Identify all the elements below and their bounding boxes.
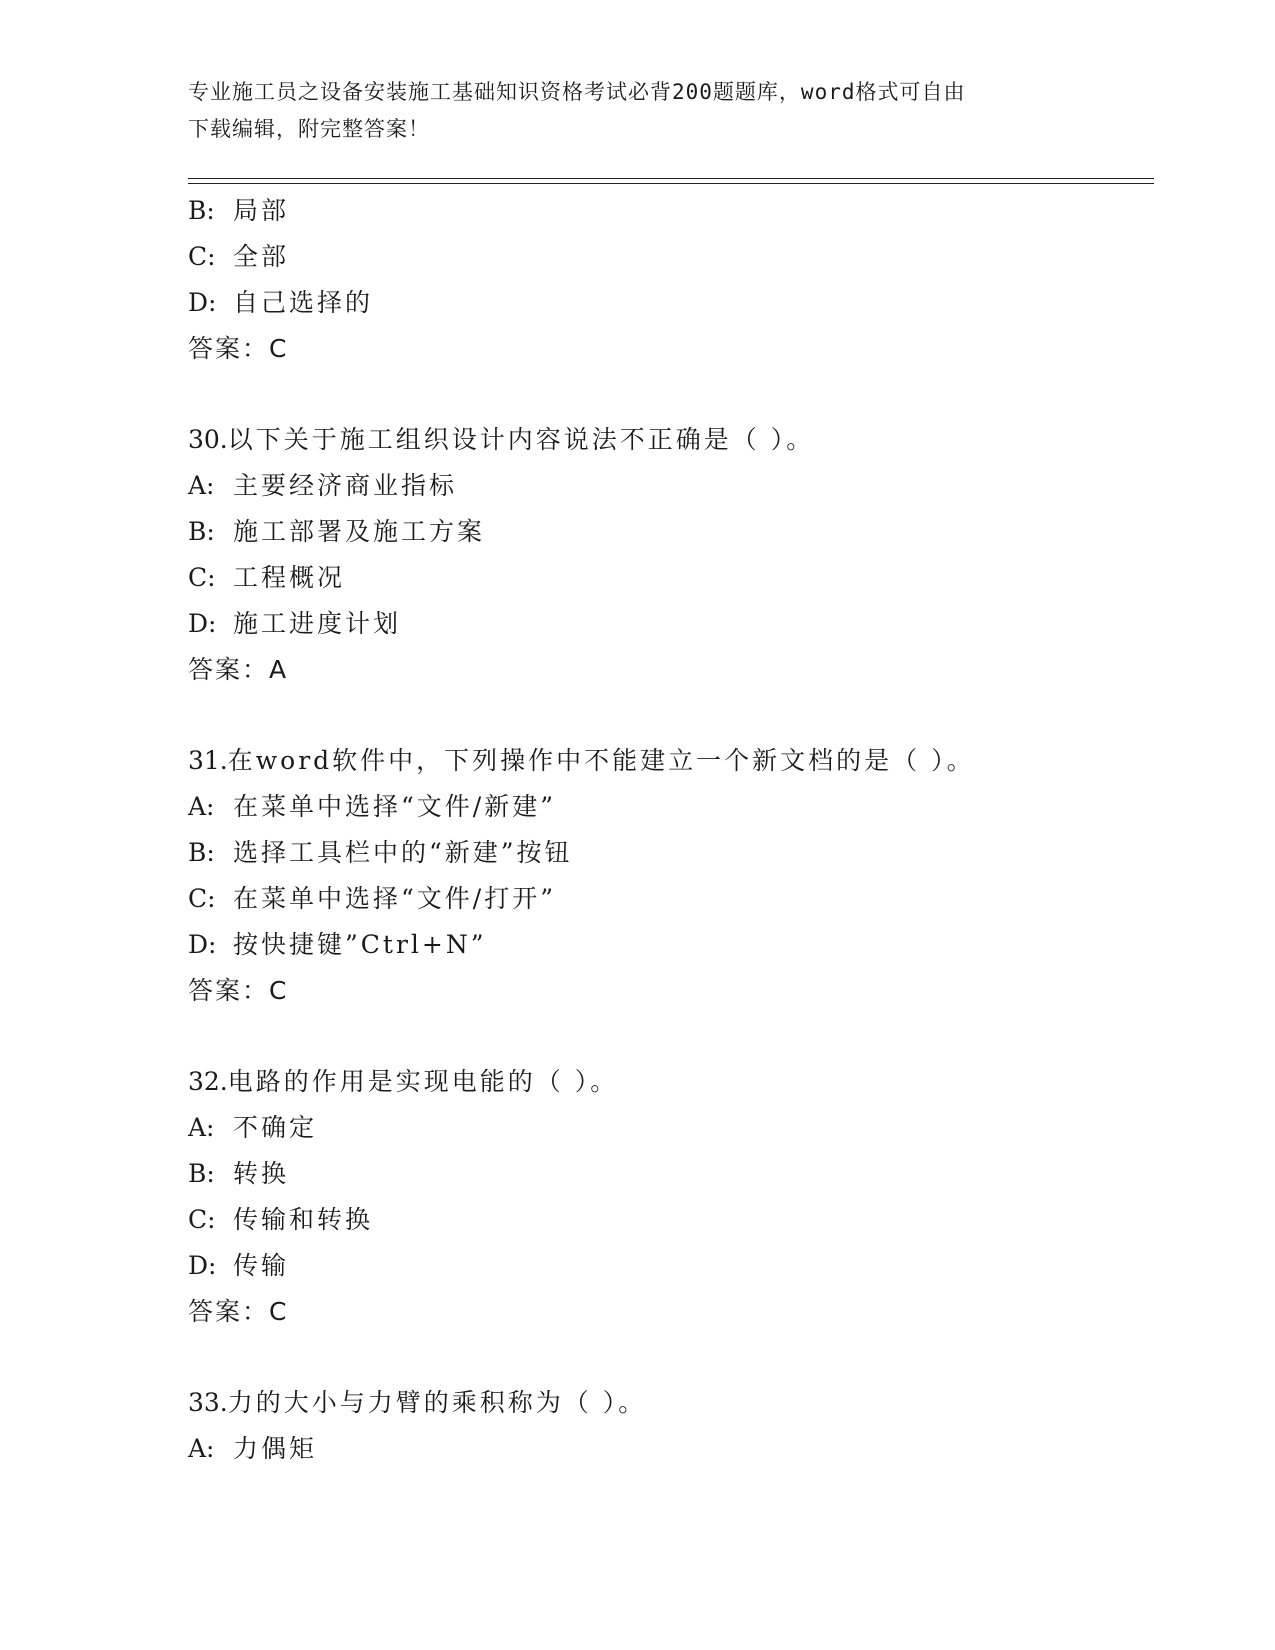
answer-option bbox=[188, 555, 1148, 601]
question-text: 电路的作用是实现电能的（ ）。 bbox=[227, 1067, 619, 1096]
answer-option bbox=[188, 1243, 1148, 1289]
question-spacer bbox=[188, 693, 1148, 738]
question-stem bbox=[188, 1380, 1148, 1426]
option-label: C: bbox=[188, 242, 216, 271]
option-text: 选择工具栏中的“新建”按钮 bbox=[233, 838, 573, 867]
option-label: D: bbox=[188, 1251, 217, 1280]
answer-option bbox=[188, 1105, 1148, 1151]
option-label: B: bbox=[188, 838, 215, 867]
answer-option bbox=[188, 188, 1148, 234]
option-label: A: bbox=[188, 1113, 215, 1142]
answer-key: 答案：C bbox=[188, 1297, 289, 1326]
option-text: 全部 bbox=[233, 242, 290, 271]
option-text: 工程概况 bbox=[233, 563, 346, 592]
option-text: 施工进度计划 bbox=[233, 609, 402, 638]
question-spacer bbox=[188, 372, 1148, 417]
option-text: 不确定 bbox=[233, 1113, 318, 1142]
option-label: B: bbox=[188, 196, 215, 225]
answer-option bbox=[188, 280, 1148, 326]
option-label: D: bbox=[188, 930, 217, 959]
option-text: 转换 bbox=[233, 1159, 290, 1188]
answer-option bbox=[188, 922, 1148, 968]
option-label: B: bbox=[188, 517, 215, 546]
option-label: C: bbox=[188, 563, 216, 592]
option-text: 局部 bbox=[233, 196, 290, 225]
answer-option bbox=[188, 784, 1148, 830]
answer-key: 答案：C bbox=[188, 976, 289, 1005]
answer-option bbox=[188, 1151, 1148, 1197]
answer-option bbox=[188, 509, 1148, 555]
question-stem bbox=[188, 417, 1148, 463]
question-stem bbox=[188, 1059, 1148, 1105]
header-divider-bottom bbox=[188, 183, 1154, 184]
answer-option bbox=[188, 601, 1148, 647]
question-text: 力的大小与力臂的乘积称为（ ）。 bbox=[227, 1388, 647, 1417]
question-spacer bbox=[188, 1335, 1148, 1380]
option-text: 主要经济商业指标 bbox=[233, 471, 458, 500]
question-number: 31. bbox=[188, 746, 228, 775]
question-number: 33. bbox=[188, 1388, 228, 1417]
answer-option bbox=[188, 1426, 1148, 1472]
option-text: 力偶矩 bbox=[233, 1434, 318, 1463]
answer-key: 答案：A bbox=[188, 655, 289, 684]
option-label: C: bbox=[188, 884, 216, 913]
answer-option bbox=[188, 830, 1148, 876]
option-text: 自己选择的 bbox=[233, 288, 374, 317]
answer-option bbox=[188, 463, 1148, 509]
option-text: 按快捷键”Ctrl+N” bbox=[233, 930, 487, 959]
option-label: A: bbox=[188, 1434, 215, 1463]
option-text: 传输和转换 bbox=[233, 1205, 374, 1234]
answer-option bbox=[188, 1197, 1148, 1243]
question-spacer bbox=[188, 1014, 1148, 1059]
option-label: D: bbox=[188, 288, 217, 317]
option-label: B: bbox=[188, 1159, 215, 1188]
option-text: 在菜单中选择“文件/新建” bbox=[233, 792, 556, 821]
header-title-line-2: 下载编辑，附完整答案！ bbox=[188, 117, 430, 141]
question-number: 32. bbox=[188, 1067, 228, 1096]
document-header bbox=[188, 74, 1088, 148]
question-list bbox=[188, 188, 1148, 1472]
option-text: 传输 bbox=[233, 1251, 290, 1280]
option-label: A: bbox=[188, 471, 215, 500]
header-title-line-1: 专业施工员之设备安装施工基础知识资格考试必背200题题库，word格式可自由 bbox=[188, 80, 966, 104]
option-label: C: bbox=[188, 1205, 216, 1234]
question-stem bbox=[188, 738, 1148, 784]
answer-option bbox=[188, 876, 1148, 922]
answer-key: 答案：C bbox=[188, 334, 289, 363]
option-label: A: bbox=[188, 792, 215, 821]
option-text: 在菜单中选择“文件/打开” bbox=[233, 884, 556, 913]
question-number: 30. bbox=[188, 425, 228, 454]
question-text: 以下关于施工组织设计内容说法不正确是（ ）。 bbox=[227, 425, 815, 454]
question-text: 在word软件中，下列操作中不能建立一个新文档的是（ ）。 bbox=[227, 746, 975, 775]
header-divider-top bbox=[188, 178, 1154, 179]
answer-option bbox=[188, 234, 1148, 280]
option-label: D: bbox=[188, 609, 217, 638]
option-text: 施工部署及施工方案 bbox=[233, 517, 486, 546]
